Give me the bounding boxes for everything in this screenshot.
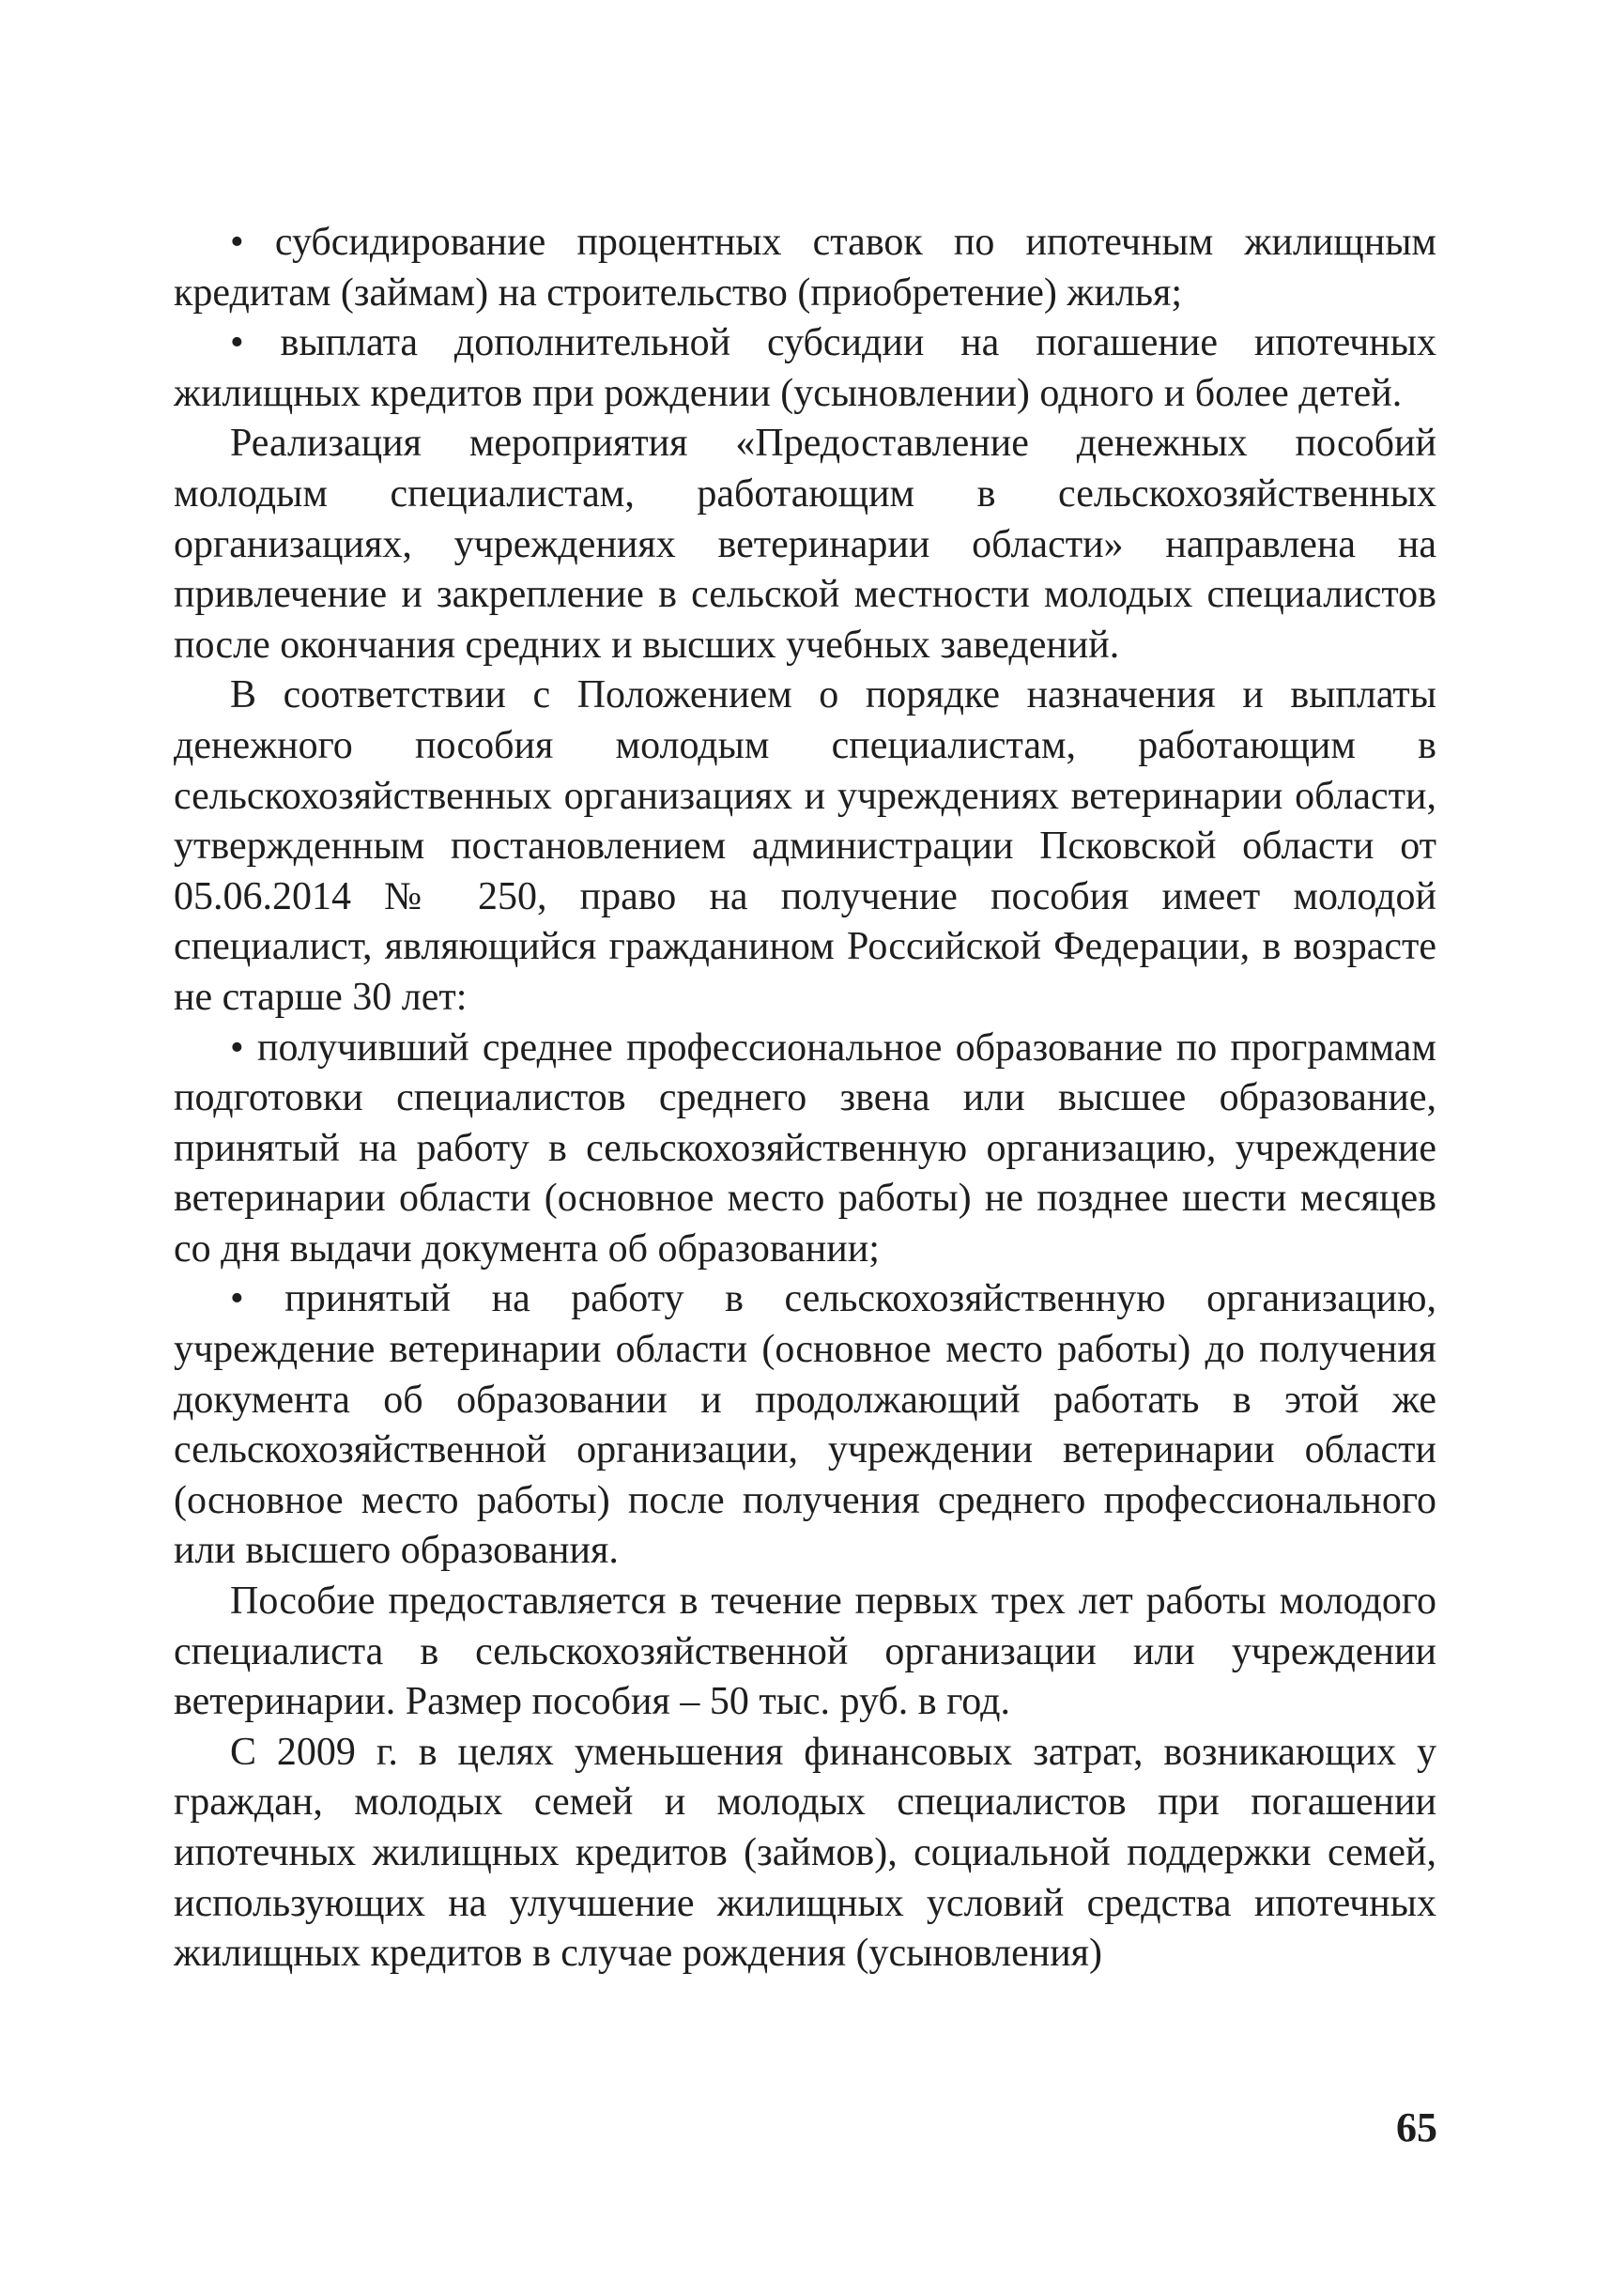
body-text xyxy=(174,218,1436,1980)
page-number: 65 xyxy=(1396,2104,1437,2150)
paragraph-bullet-additional-subsidy: • выплата дополнительной субсидии на погашение ипотечных жилищных кредитов при рождении (усыновлении) одного и более детей. xyxy=(174,321,1436,415)
paragraph-bullet-hired-before: • принятый на работу в сельскохозяйственную организацию, учреждение ветеринарии области (основное место работы) до получения документа об образовании и продолжающий работать в этой же сельскохозяйственной организации, учреждении ветеринарии области (основное место работы) после получения среднего профессионального или высшего образования. xyxy=(174,1277,1436,1573)
paragraph-allowance-amount: Пособие предоставляется в течение первых трех лет работы молодого специалиста в сельскохозяйственной организации или учреждении ветеринарии. Размер пособия – 50 тыс. руб. в год. xyxy=(174,1579,1436,1724)
paragraph-bullet-subsidized-rates: • субсидирование процентных ставок по ипотечным жилищным кредитам (займам) на строительство (приобретение) жилья; xyxy=(174,221,1436,315)
paragraph-since-2009: С 2009 г. в целях уменьшения финансовых затрат, возникающих у граждан, молодых семей и молодых специалистов при погашении ипотечных жилищных кредитов (займов), социальной поддержки семей, использующих на улучшение жилищных условий средства ипотечных жилищных кредитов в случае рождения (усыновления) xyxy=(174,1730,1436,1976)
paragraph-young-specialists-measure: Реализация мероприятия «Предоставление денежных пособий молодым специалистам, работающим в сельскохозяйственных организациях, учреждениях ветеринарии области» направлена на привлечение и закрепление в сельской местности молодых специалистов после окончания средних и высших учебных заведений. xyxy=(174,422,1436,667)
paragraph-regulation: В соответствии с Положением о порядке назначения и выплаты денежного пособия молодым специалистам, работающим в сельскохозяйственных организациях и учреждениях ветеринарии области, утвержденным постановлением администрации Псковской области от 05.06.2014 № 250, право на получение пособия имеет молодой специалист, являющийся гражданином Российской Федерации, в возрасте не старше 30 лет: xyxy=(174,673,1436,1019)
paragraph-bullet-graduate: • получивший среднее профессиональное образование по программам подготовки специалистов среднего звена или высшее образование, принятый на работу в сельскохозяйственную организацию, учреждение ветеринарии области (основное место работы) не позднее шести месяцев со дня выдачи документа об образовании; xyxy=(174,1025,1436,1271)
